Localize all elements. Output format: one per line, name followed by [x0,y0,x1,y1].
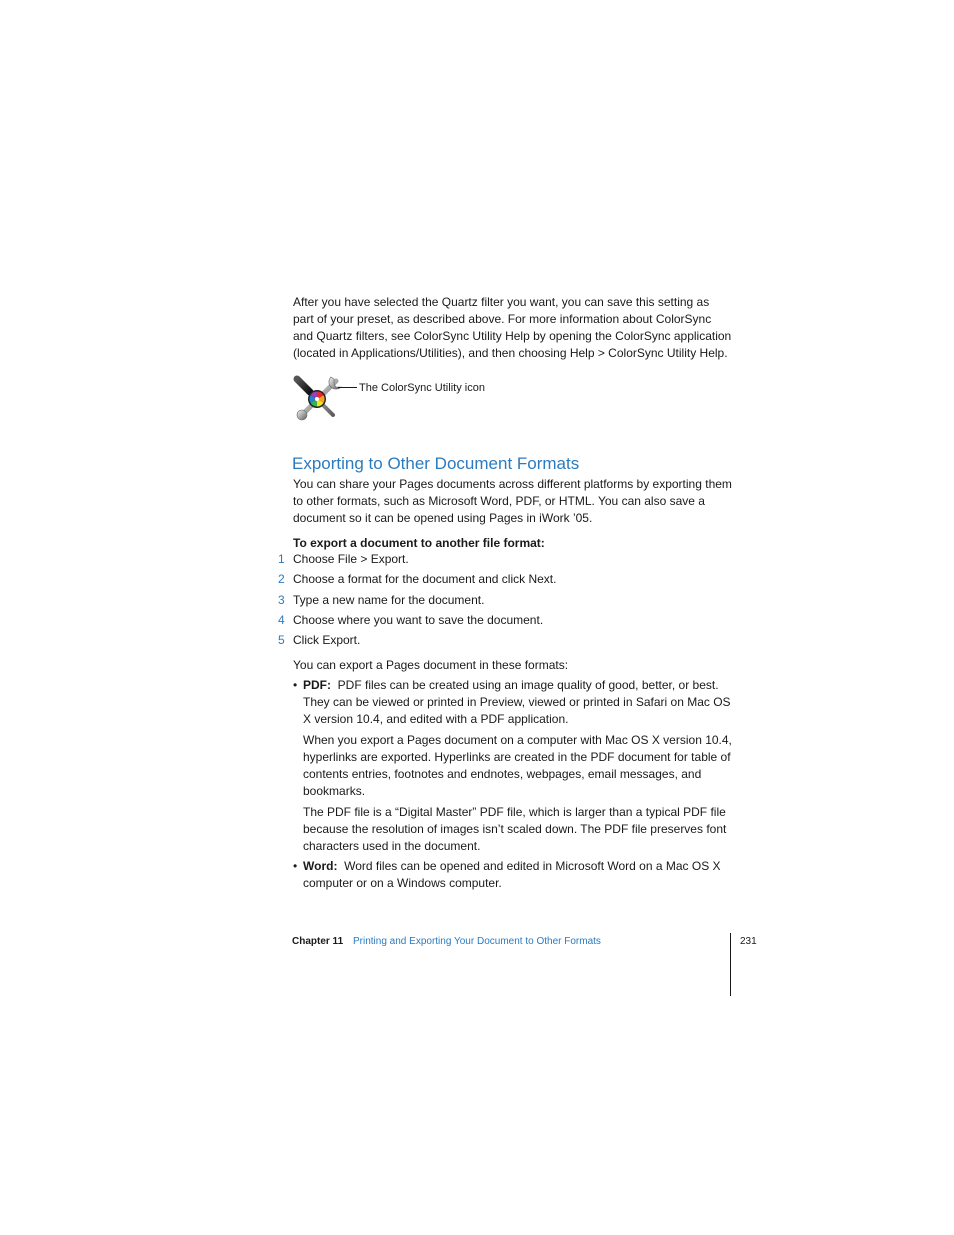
task-heading: To export a document to another file format: [293,536,545,550]
bullet-icon: • [293,678,298,692]
callout-line [338,387,357,388]
step-number: 5 [278,633,285,647]
step-number: 2 [278,572,285,586]
bullet-item-word [293,858,733,894]
step-number: 3 [278,593,285,607]
bullet-body [303,858,733,892]
bullet-text: PDF files can be created using an image quality of good, better, or best. They can be viewed or printed in Preview, viewed or printed in Safari on Mac OS X version 10.4, and edited with a PDF application. [303,678,731,726]
step-text: Type a new name for the document. [293,593,485,607]
step-item [278,592,738,609]
formats-intro: You can export a Pages document in these formats: [293,658,569,672]
bullet-icon: • [293,859,298,873]
bullet-text: Word files can be opened and edited in Microsoft Word on a Mac OS X computer or on a Windows computer. [303,859,721,890]
bullet-item-pdf [293,677,733,733]
page-number: 231 [740,936,757,947]
step-item [278,632,738,649]
bullet-label: PDF: [303,678,331,692]
section-heading: Exporting to Other Document Formats [292,454,580,473]
footer-chapter-title: Printing and Exporting Your Document to Other Formats [353,936,601,947]
colorsync-utility-icon [293,375,343,425]
bullet-label: Word: [303,859,338,873]
step-number: 1 [278,552,285,566]
step-text: Choose where you want to save the document. [293,613,544,627]
step-item [278,551,738,568]
step-text: Click Export. [293,633,361,647]
step-text: Choose a format for the document and click Next. [293,572,557,586]
step-item [278,612,738,629]
pdf-digital-master-paragraph: The PDF file is a “Digital Master” PDF file, which is larger than a typical PDF file because the resolution of images isn’t scaled down. The PDF file preserves font characters used in the document. [303,805,727,853]
footer-rule [730,933,731,996]
step-number: 4 [278,613,285,627]
section-intro: You can share your Pages documents across different platforms by exporting them to other formats, such as Microsoft Word, PDF, or HTML. You can also save a document so it can be opened using Pages in iWork ’05. [293,477,732,525]
icon-caption: The ColorSync Utility icon [359,382,485,394]
step-text: Choose File > Export. [293,552,409,566]
pdf-hyperlinks-paragraph: When you export a Pages document on a computer with Mac OS X version 10.4, hyperlinks are exported. Hyperlinks are created in the PDF document for table of contents entries, footnotes and endnotes, webpages, email messages, and bookmarks. [303,733,732,798]
step-item [278,571,738,588]
bullet-body [303,677,733,728]
footer-chapter: Chapter 11 [292,936,344,947]
intro-paragraph: After you have selected the Quartz filter you want, you can save this setting as part of your preset, as described above. For more information about ColorSync and Quartz filters, see ColorSync Utility Help by opening the ColorSync application (located in Applications/Utilities), and then choosing Help > ColorSync Utility Help. [293,295,732,360]
